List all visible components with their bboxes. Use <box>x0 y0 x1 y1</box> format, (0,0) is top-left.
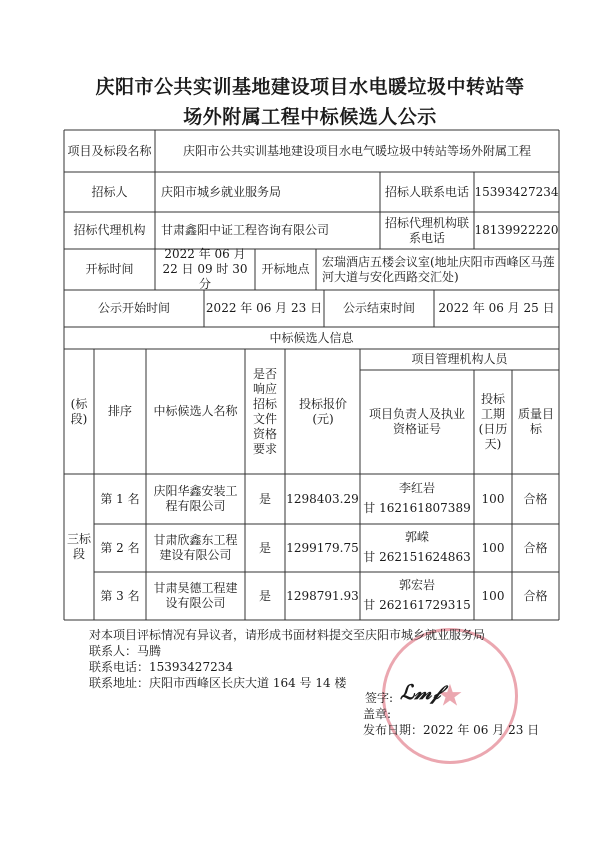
header-manager: 项目负责人及执业资格证号 <box>368 407 465 436</box>
open-place-value: 宏瑞酒店五楼会议室(地址庆阳市西峰区马莲河大道与安化西路交汇处) <box>322 254 555 284</box>
agent-value: 甘肃鑫阳中证工程咨询有限公司 <box>161 223 330 237</box>
row-period: 100 <box>481 588 505 603</box>
project-value: 庆阳市公共实训基地建设项目水电气暖垃圾中转站等场外附属工程 <box>182 143 531 158</box>
row-quality: 合格 <box>523 491 548 506</box>
row-name: 甘肃欣鑫东工程建设有限公司 <box>153 533 238 562</box>
row-name: 甘肃昊德工程建设有限公司 <box>153 581 238 610</box>
footer-sign-label: 签字: <box>365 691 394 705</box>
row-manager: 李红岩 <box>398 480 435 495</box>
page-title-line2: 场外附属工程中标候选人公示 <box>183 106 437 128</box>
agent-phone-value: 18139922220 <box>474 223 559 237</box>
header-section: (标段) <box>70 396 88 426</box>
row-rank: 第 2 名 <box>100 540 140 555</box>
row-price: 1298791.93 <box>286 588 359 603</box>
header-price: 投标报价(元) <box>298 396 347 426</box>
tenderer-value: 庆阳市城乡就业服务局 <box>161 184 282 199</box>
footer-contact-address: 联系地址：庆阳市西峰区长庆大道 164 号 14 楼 <box>89 676 347 690</box>
row-cert: 甘 162161807389 <box>363 500 471 515</box>
header-respond: 是否响应招标文件资格要求 <box>252 366 277 456</box>
row-respond: 是 <box>258 540 271 555</box>
row-period: 100 <box>481 540 505 555</box>
row-quality: 合格 <box>523 540 548 555</box>
row-rank: 第 1 名 <box>100 491 140 506</box>
start-value: 2022 年 06 月 23 日 <box>205 301 323 315</box>
agent-phone-label: 招标代理机构联系电话 <box>384 215 469 245</box>
handwritten-signature-icon: ℒ𝓂𝒻 <box>400 680 441 704</box>
footer-contact-phone: 联系电话：15393427234 <box>89 660 233 674</box>
header-name: 中标候选人名称 <box>153 404 238 418</box>
candidates-section-title: 中标候选人信息 <box>269 330 354 345</box>
row-respond: 是 <box>258 588 271 603</box>
row-manager: 郭宏岩 <box>398 577 435 592</box>
header-rank: 排序 <box>107 404 132 418</box>
row-respond: 是 <box>258 491 271 506</box>
row-manager: 郭嵘 <box>404 529 429 544</box>
row-period: 100 <box>481 491 505 506</box>
row-name: 庆阳华鑫安装工程有限公司 <box>153 484 238 513</box>
tenderer-label: 招标人 <box>91 184 128 199</box>
agent-label: 招标代理机构 <box>73 223 146 237</box>
header-period: 投标工期(日历天) <box>478 392 508 451</box>
row-cert: 甘 262151624863 <box>363 549 471 564</box>
section-name: 三标段 <box>66 532 91 561</box>
official-seal-icon: ★ <box>382 628 518 764</box>
project-label: 项目及标段名称 <box>67 143 152 158</box>
header-team: 项目管理机构人员 <box>411 352 508 366</box>
end-value: 2022 年 06 月 25 日 <box>438 301 555 315</box>
tenderer-phone-label: 招标人联系电话 <box>384 184 469 199</box>
footer-objection-note: 对本项目评标情况有异议者，请形成书面材料提交至庆阳市城乡就业服务局 <box>89 628 486 642</box>
page-title-line1: 庆阳市公共实训基地建设项目水电暖垃圾中转站等 <box>95 76 525 98</box>
open-time-label: 开标时间 <box>85 262 134 276</box>
row-price: 1299179.75 <box>286 540 359 555</box>
row-price: 1298403.29 <box>286 491 359 506</box>
header-quality: 质量目标 <box>517 407 554 436</box>
start-label: 公示开始时间 <box>97 301 170 315</box>
footer-seal-label: 盖章: <box>363 707 392 721</box>
row-rank: 第 3 名 <box>100 588 140 603</box>
footer-publish-date: 发布日期：2022 年 06 月 23 日 <box>363 723 540 737</box>
open-place-label: 开标地点 <box>261 262 310 276</box>
end-label: 公示结束时间 <box>342 301 415 315</box>
row-cert: 甘 262161729315 <box>363 597 471 612</box>
footer-contact-person: 联系人：马腾 <box>89 644 162 658</box>
row-quality: 合格 <box>523 588 548 603</box>
open-time-value: 2022 年 06 月 22 日 09 时 30 分 <box>162 247 248 291</box>
tenderer-phone-value: 15393427234 <box>474 184 559 199</box>
